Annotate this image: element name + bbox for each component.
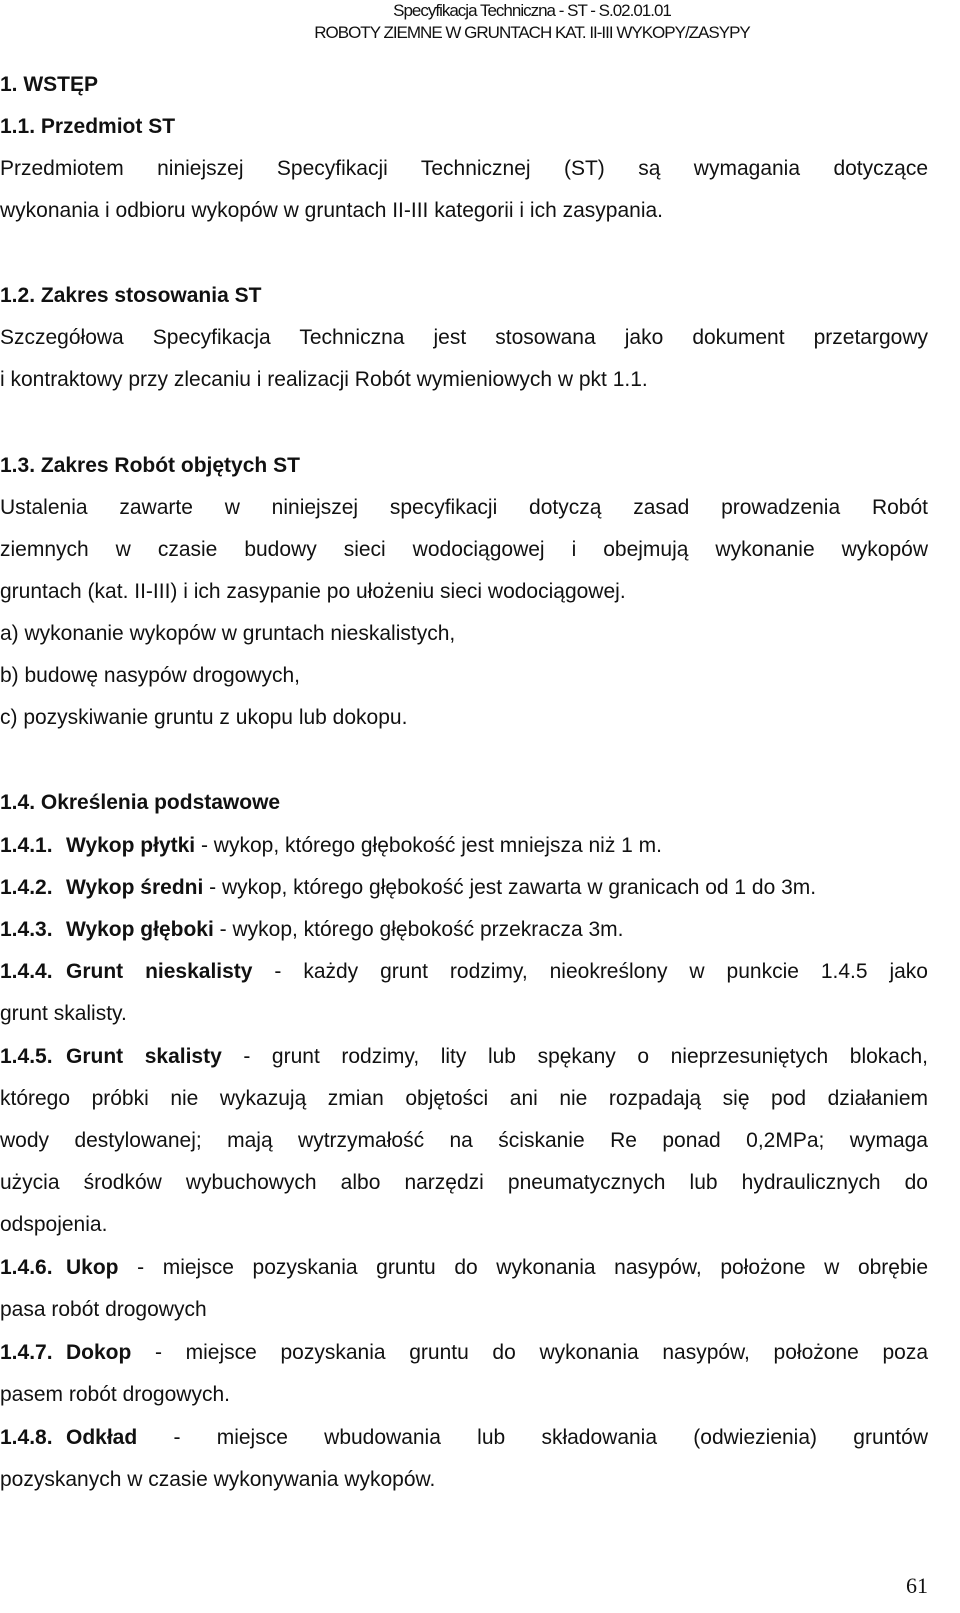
section-1-2-line: Szczegółowa Specyfikacja Techniczna jest stosowana jako dokument przetargowy [0, 326, 928, 349]
definition-term: Dokop [66, 1341, 132, 1364]
definition-1-4-1 [0, 831, 928, 861]
definition-1-4-5-continuation: którego próbki nie wykazują zmian objętości ani nie rozpadają się pod działaniem [0, 1087, 928, 1110]
header-line-2: ROBOTY ZIEMNE W GRUNTACH KAT. II-III WYKOPY/ZASYPY [314, 23, 750, 42]
page-header [262, 0, 802, 44]
definition-1-4-6-continuation: pasa robót drogowych [0, 1298, 207, 1321]
definition-number: 1.4.1. [0, 834, 53, 857]
definition-1-4-3 [0, 915, 928, 945]
section-1-2-heading: 1.2. Zakres stosowania ST [0, 284, 262, 307]
definition-text: - wykop, którego głębokość jest mniejsza niż 1 m. [195, 834, 663, 857]
section-1-1-heading: 1.1. Przedmiot ST [0, 115, 176, 138]
definition-text: - grunt rodzimy, lity lub spękany o nieprzesuniętych blokach, [221, 1045, 928, 1068]
definition-text: - każdy grunt rodzimy, nieokreślony w punkcie 1.4.5 jako [252, 960, 928, 983]
definition-number: 1.4.6. [0, 1256, 53, 1279]
section-1-3-line: gruntach (kat. II-III) i ich zasypanie po ułożeniu sieci wodociągowej. [0, 580, 626, 603]
definition-number: 1.4.2. [0, 876, 53, 899]
definition-number: 1.4.7. [0, 1341, 53, 1364]
section-1-3-line: Ustalenia zawarte w niniejszej specyfikacji dotyczą zasad prowadzenia Robót [0, 496, 928, 519]
definition-term: Wykop płytki [66, 834, 196, 857]
definition-1-4-4 [0, 957, 928, 987]
definition-1-4-2 [0, 873, 928, 903]
definition-term: Wykop średni [66, 876, 204, 899]
section-1-3-line: ziemnych w czasie budowy sieci wodociągowej i obejmują wykonanie wykopów [0, 538, 928, 561]
definition-term: Grunt nieskalisty [66, 960, 253, 983]
definition-1-4-7 [0, 1338, 928, 1368]
section-1-1-line: wykonania i odbioru wykopów w gruntach II-III kategorii i ich zasypania. [0, 199, 663, 222]
definition-1-4-8 [0, 1423, 928, 1453]
header-line-1: Specyfikacja Techniczna - ST - S.02.01.01 [393, 1, 671, 20]
definition-number: 1.4.5. [0, 1045, 53, 1068]
section-1-heading: 1. WSTĘP [0, 73, 99, 96]
page-number: 61 [906, 1573, 928, 1598]
definition-text: - wykop, którego głębokość przekracza 3m. [213, 918, 624, 941]
list-item-a: a) wykonanie wykopów w gruntach nieskalistych, [0, 622, 456, 645]
definition-1-4-6 [0, 1253, 928, 1283]
definition-number: 1.4.4. [0, 960, 53, 983]
definition-number: 1.4.8. [0, 1426, 53, 1449]
list-item-c: c) pozyskiwanie gruntu z ukopu lub dokopu. [0, 706, 408, 729]
definition-term: Wykop głęboki [66, 918, 214, 941]
definition-term: Ukop [66, 1256, 119, 1279]
definition-term: Grunt skalisty [66, 1045, 222, 1068]
definition-number: 1.4.3. [0, 918, 53, 941]
section-1-4-heading: 1.4. Określenia podstawowe [0, 791, 281, 814]
definition-text: - miejsce wbudowania lub składowania (odwiezienia) gruntów [137, 1426, 928, 1449]
section-1-3-heading: 1.3. Zakres Robót objętych ST [0, 454, 300, 477]
definition-term: Odkład [66, 1426, 138, 1449]
section-1-1-line: Przedmiotem niniejszej Specyfikacji Technicznej (ST) są wymagania dotyczące [0, 157, 928, 180]
definition-1-4-7-continuation: pasem robót drogowych. [0, 1383, 230, 1406]
definition-text: - wykop, którego głębokość jest zawarta w granicach od 1 do 3m. [203, 876, 817, 899]
section-1-2-line: i kontraktowy przy zlecaniu i realizacji Robót wymieniowych w pkt 1.1. [0, 368, 648, 391]
definition-1-4-5-continuation: użycia środków wybuchowych albo narzędzi pneumatycznych lub hydraulicznych do [0, 1171, 928, 1194]
definition-1-4-5-continuation: wody destylowanej; mają wytrzymałość na ściskanie Re ponad 0,2MPa; wymaga [0, 1129, 928, 1152]
definition-1-4-5-continuation: odspojenia. [0, 1213, 108, 1236]
definition-1-4-5 [0, 1042, 928, 1072]
definition-text: - miejsce pozyskania gruntu do wykonania nasypów, położone w obrębie [118, 1256, 928, 1279]
definition-1-4-8-continuation: pozyskanych w czasie wykonywania wykopów. [0, 1468, 436, 1491]
definition-text: - miejsce pozyskania gruntu do wykonania nasypów, położone poza [131, 1341, 928, 1364]
list-item-b: b) budowę nasypów drogowych, [0, 664, 301, 687]
definition-1-4-4-continuation: grunt skalisty. [0, 1002, 127, 1025]
